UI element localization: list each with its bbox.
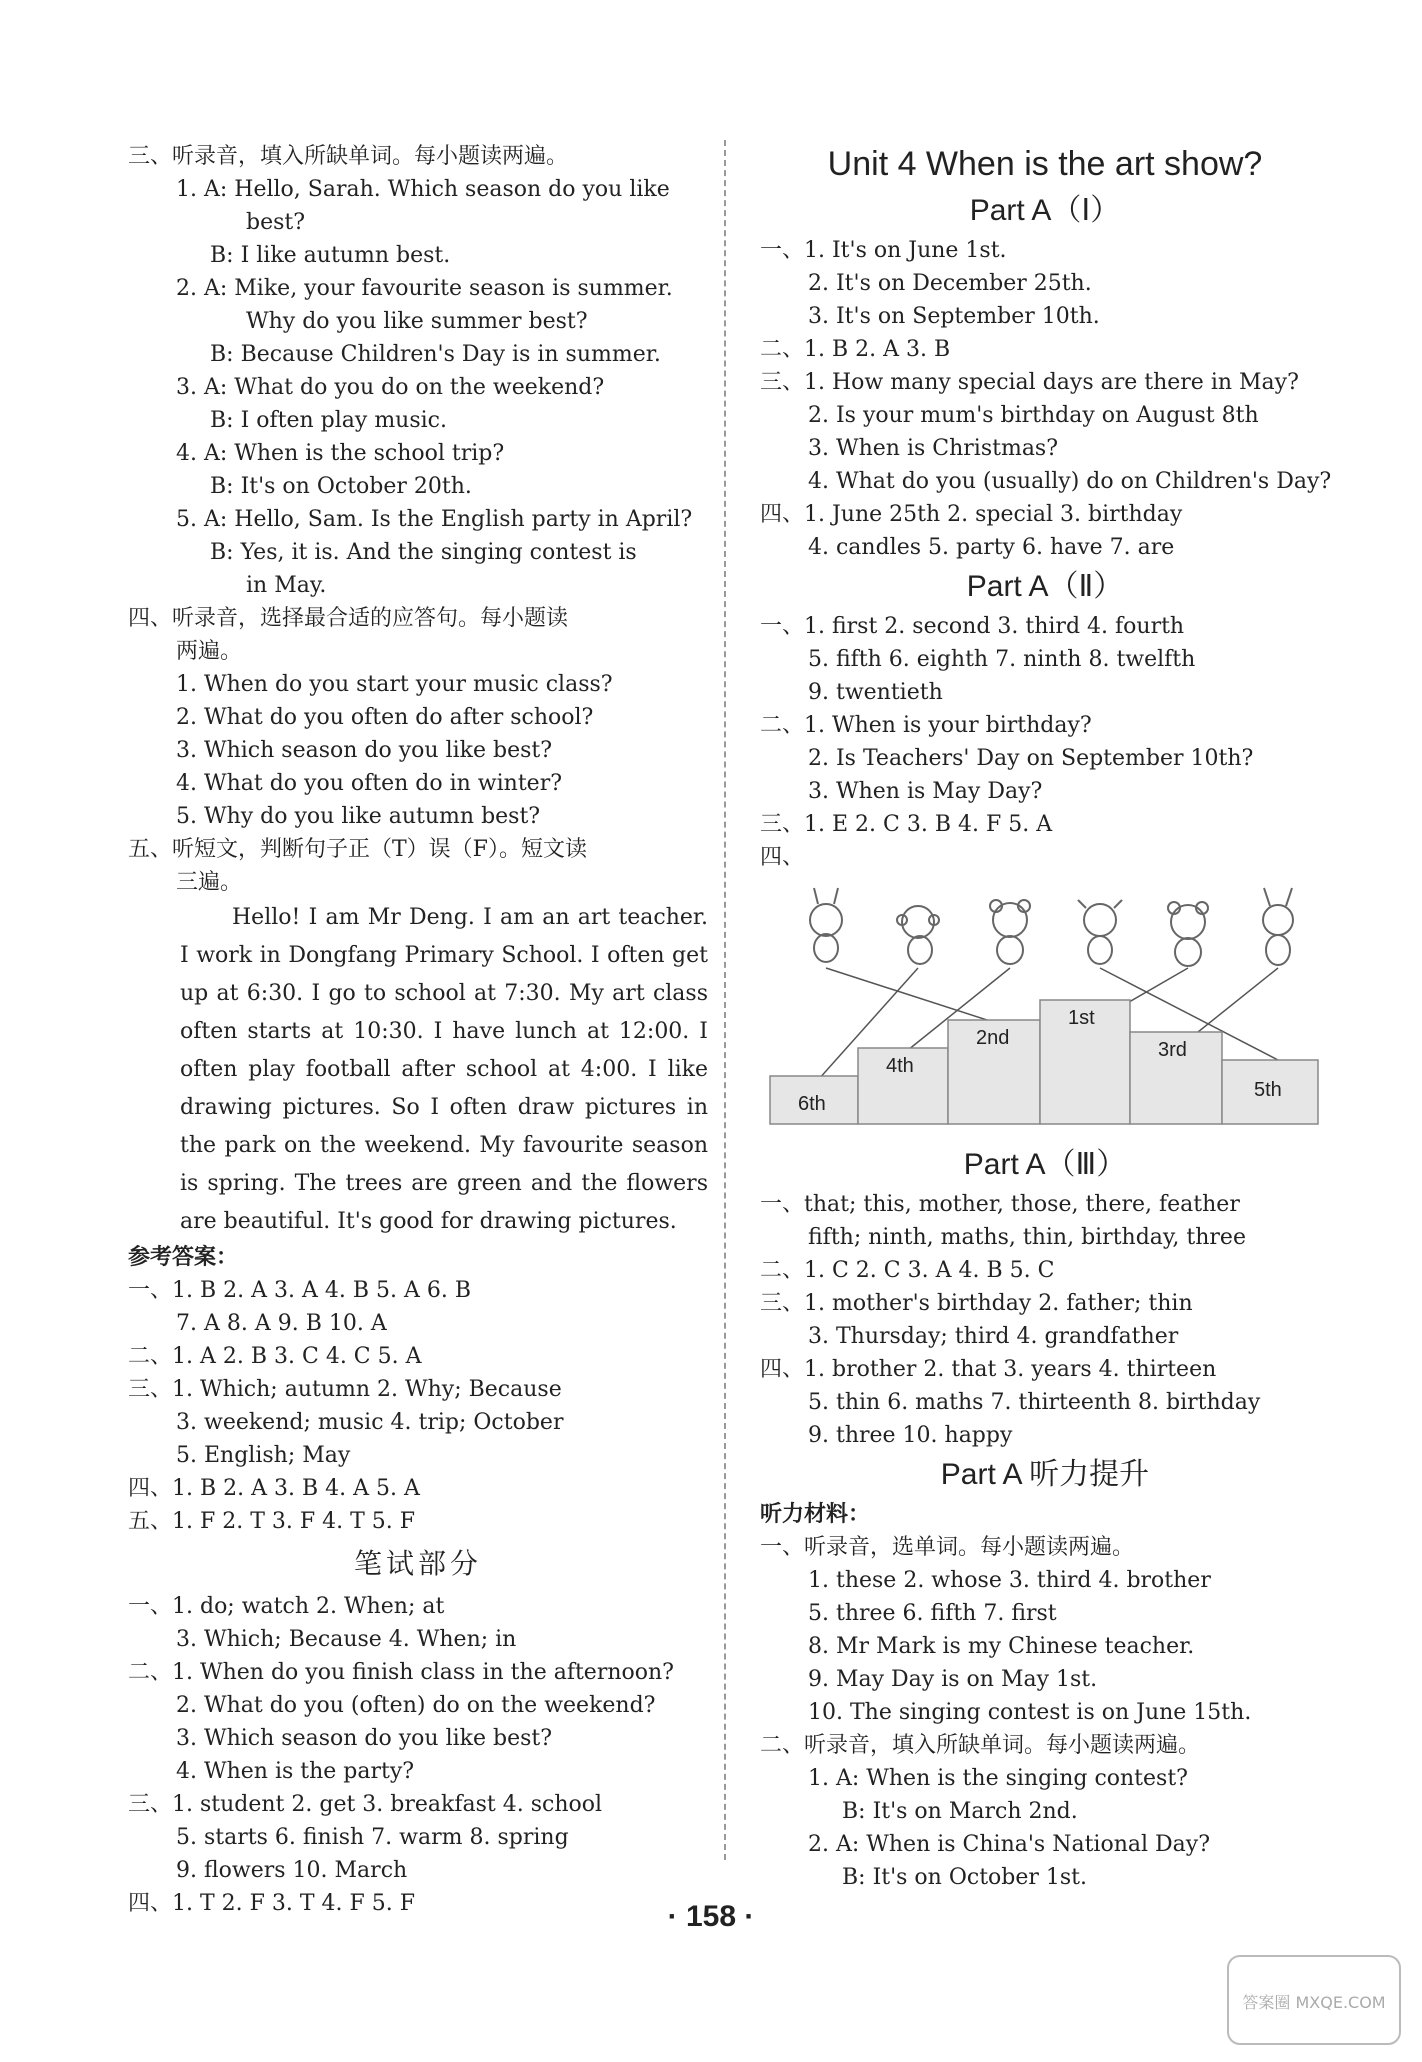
question-line: 2. What do you often do after school?	[176, 705, 594, 730]
part-title: Part A（Ⅱ）	[966, 570, 1124, 603]
answer-line: 2. What do you (often) do on the weekend?	[176, 1693, 656, 1718]
listening-line: 1. these 2. whose 3. third 4. brother	[808, 1568, 1211, 1593]
answer-line: 三、1. student 2. get 3. breakfast 4. school	[128, 1792, 603, 1817]
answer-line: 9. three 10. happy	[808, 1423, 1013, 1448]
listening-line: B: It's on March 2nd.	[842, 1799, 1078, 1824]
answer-line: 一、1. do; watch 2. When; at	[128, 1594, 445, 1619]
answer-line: 3. When is May Day?	[808, 779, 1043, 804]
listening-line: 二、听录音，填入所缺单词。每小题读两遍。	[760, 1733, 1201, 1758]
answer-line: 3. When is Christmas?	[808, 436, 1059, 461]
podium-label: 5th	[1254, 1079, 1282, 1101]
listening-line: 9. May Day is on May 1st.	[808, 1667, 1098, 1692]
answer-line: 3. It's on September 10th.	[808, 304, 1100, 329]
question-line: 4. What do you often do in winter?	[176, 771, 563, 796]
podium-label: 4th	[886, 1055, 914, 1077]
answer-line: 5. thin 6. maths 7. thirteenth 8. birthday	[808, 1390, 1261, 1415]
answer-line: 三、1. mother's birthday 2. father; thin	[760, 1291, 1193, 1316]
answer-line: 二、1. B 2. A 3. B	[760, 337, 951, 362]
answer-line: 三、1. E 2. C 3. B 4. F 5. A	[760, 812, 1053, 837]
column-divider	[724, 140, 726, 1860]
response-questions	[128, 668, 708, 833]
dialogue-line: B: Yes, it is. And the singing contest is	[210, 540, 637, 565]
answer-line: 4. When is the party?	[176, 1759, 415, 1784]
dialogue-line: 1. A: Hello, Sarah. Which season do you like	[176, 177, 670, 202]
listening-line: B: It's on October 1st.	[842, 1865, 1088, 1890]
section-title-cont: 三遍。	[176, 870, 243, 895]
podium-label: 2nd	[976, 1027, 1010, 1049]
dialogue-line: best?	[246, 210, 306, 235]
answer-line: 一、1. B 2. A 3. A 4. B 5. A 6. B	[128, 1278, 472, 1303]
monkey-icon	[897, 906, 939, 964]
animals	[810, 888, 1293, 966]
answer-line: 一、that; this, mother, those, there, feather	[760, 1192, 1240, 1217]
left-column	[128, 140, 708, 1920]
section-title: 四、听录音，选择最合适的应答句。每小题读	[128, 606, 569, 631]
answer-line: 四、1. June 25th 2. special 3. birthday	[760, 502, 1183, 527]
answer-line: 一、1. It's on June 1st.	[760, 238, 1007, 263]
podium-figure	[768, 880, 1328, 1130]
part2-answers	[760, 610, 1330, 841]
podium-section-label: 四、	[760, 845, 805, 870]
listening-line: 5. three 6. fifth 7. first	[808, 1601, 1057, 1626]
answer-line: 9. flowers 10. March	[176, 1858, 408, 1883]
question-line: 1. When do you start your music class?	[176, 672, 613, 697]
answer-line: 5. English; May	[176, 1443, 351, 1468]
dialogue-line: in May.	[246, 573, 327, 598]
answer-line: 一、1. first 2. second 3. third 4. fourth	[760, 614, 1185, 639]
answer-line: 3. Thursday; third 4. grandfather	[808, 1324, 1179, 1349]
answer-line: fifth; ninth, maths, thin, birthday, three	[808, 1225, 1246, 1250]
deer-icon	[1263, 888, 1293, 965]
answer-line: 五、1. F 2. T 3. F 4. T 5. F	[128, 1509, 416, 1534]
watermark-text: 答案圈 MXQE.COM	[1242, 1993, 1386, 2012]
part-title: Part A 听力提升	[940, 1458, 1150, 1491]
tiger-icon	[1168, 902, 1208, 966]
section-title: 五、听短文，判断句子正（T）误（F）。短文读	[128, 837, 587, 862]
section-title: 三、听录音，填入所缺单词。每小题读两遍。	[128, 144, 569, 169]
bear-icon	[990, 900, 1030, 964]
answer-line: 7. A 8. A 9. B 10. A	[176, 1311, 387, 1336]
dialogue-line: Why do you like summer best?	[246, 309, 588, 334]
answer-line: 4. What do you (usually) do on Children's Day?	[808, 469, 1332, 494]
answer-line: 5. starts 6. finish 7. warm 8. spring	[176, 1825, 569, 1850]
cow-icon	[1078, 900, 1122, 964]
page-number: · 158 ·	[667, 1900, 755, 1933]
unit-title: Unit 4 When is the art show?	[827, 145, 1263, 183]
answer-line: 3. Which; Because 4. When; in	[176, 1627, 517, 1652]
listening-line: 2. A: When is China's National Day?	[808, 1832, 1210, 1857]
dialogue-line: B: I like autumn best.	[210, 243, 451, 268]
part1-answers	[760, 234, 1330, 564]
answer-line: 二、1. When is your birthday?	[760, 713, 1092, 738]
answer-key	[128, 1274, 708, 1538]
listening-material	[760, 1531, 1330, 1894]
answer-line: 9. twentieth	[808, 680, 943, 705]
listening-line: 1. A: When is the singing contest?	[808, 1766, 1188, 1791]
answer-line: 四、1. brother 2. that 3. years 4. thirteen	[760, 1357, 1217, 1382]
watermark-logo	[1224, 1952, 1404, 2048]
section-title-cont: 两遍。	[176, 639, 243, 664]
podium	[770, 1000, 1318, 1124]
dialogue-line: 5. A: Hello, Sam. Is the English party in April?	[176, 507, 693, 532]
dialogue-line: 2. A: Mike, your favourite season is summer.	[176, 276, 673, 301]
answer-line: 2. Is your mum's birthday on August 8th	[808, 403, 1259, 428]
question-line: 3. Which season do you like best?	[176, 738, 553, 763]
passage-text: Hello! I am Mr Deng. I am an art teacher. I work in Dongfang Primary School. I often get up at 6:30. I go to school at 7:30. My art class often starts at 10:30. I have lunch at 12:00. I often play football after school at 4:00. I like drawing pictures. So I often draw pictures in the park on the weekend. My favourite season is spring. The trees are green and the flowers are beautiful. It's good for drawing pictures.	[180, 905, 708, 1234]
dialogue-line: 3. A: What do you do on the weekend?	[176, 375, 605, 400]
answer-line: 二、1. When do you finish class in the afternoon?	[128, 1660, 674, 1685]
answer-line: 四、1. T 2. F 3. T 4. F 5. F	[128, 1891, 416, 1916]
answer-line: 三、1. How many special days are there in May?	[760, 370, 1299, 395]
answer-line: 二、1. C 2. C 3. A 4. B 5. C	[760, 1258, 1055, 1283]
podium-label: 1st	[1068, 1007, 1095, 1029]
part-title: Part A（Ⅰ）	[969, 194, 1121, 227]
answer-line: 3. Which season do you like best?	[176, 1726, 553, 1751]
written-answers	[128, 1590, 708, 1920]
podium-label: 6th	[798, 1093, 826, 1115]
answer-line: 4. candles 5. party 6. have 7. are	[808, 535, 1175, 560]
right-column	[760, 140, 1330, 1894]
answer-line: 2. Is Teachers' Day on September 10th?	[808, 746, 1254, 771]
answers-label: 参考答案：	[128, 1245, 239, 1270]
written-part-title: 笔试部分	[353, 1547, 482, 1580]
answer-line: 四、1. B 2. A 3. B 4. A 5. A	[128, 1476, 420, 1501]
listening-dialogues	[128, 173, 708, 602]
listening-line: 10. The singing contest is on June 15th.	[808, 1700, 1252, 1725]
reading-passage	[128, 899, 708, 1241]
podium-label: 3rd	[1158, 1039, 1187, 1061]
rabbit-icon	[810, 888, 842, 962]
dialogue-line: 4. A: When is the school trip?	[176, 441, 505, 466]
dialogue-line: B: I often play music.	[210, 408, 447, 433]
answer-line: 5. fifth 6. eighth 7. ninth 8. twelfth	[808, 647, 1196, 672]
answer-line: 二、1. A 2. B 3. C 4. C 5. A	[128, 1344, 422, 1369]
answer-line: 三、1. Which; autumn 2. Why; Because	[128, 1377, 562, 1402]
answer-line: 2. It's on December 25th.	[808, 271, 1092, 296]
listening-line: 一、听录音，选单词。每小题读两遍。	[760, 1535, 1135, 1560]
answer-line: 3. weekend; music 4. trip; October	[176, 1410, 564, 1435]
part-title: Part A（Ⅲ）	[963, 1148, 1127, 1181]
question-line: 5. Why do you like autumn best?	[176, 804, 541, 829]
dialogue-line: B: It's on October 20th.	[210, 474, 472, 499]
part3-answers	[760, 1188, 1330, 1452]
listening-label: 听力材料：	[760, 1502, 871, 1527]
listening-line: 8. Mr Mark is my Chinese teacher.	[808, 1634, 1195, 1659]
dialogue-line: B: Because Children's Day is in summer.	[210, 342, 661, 367]
